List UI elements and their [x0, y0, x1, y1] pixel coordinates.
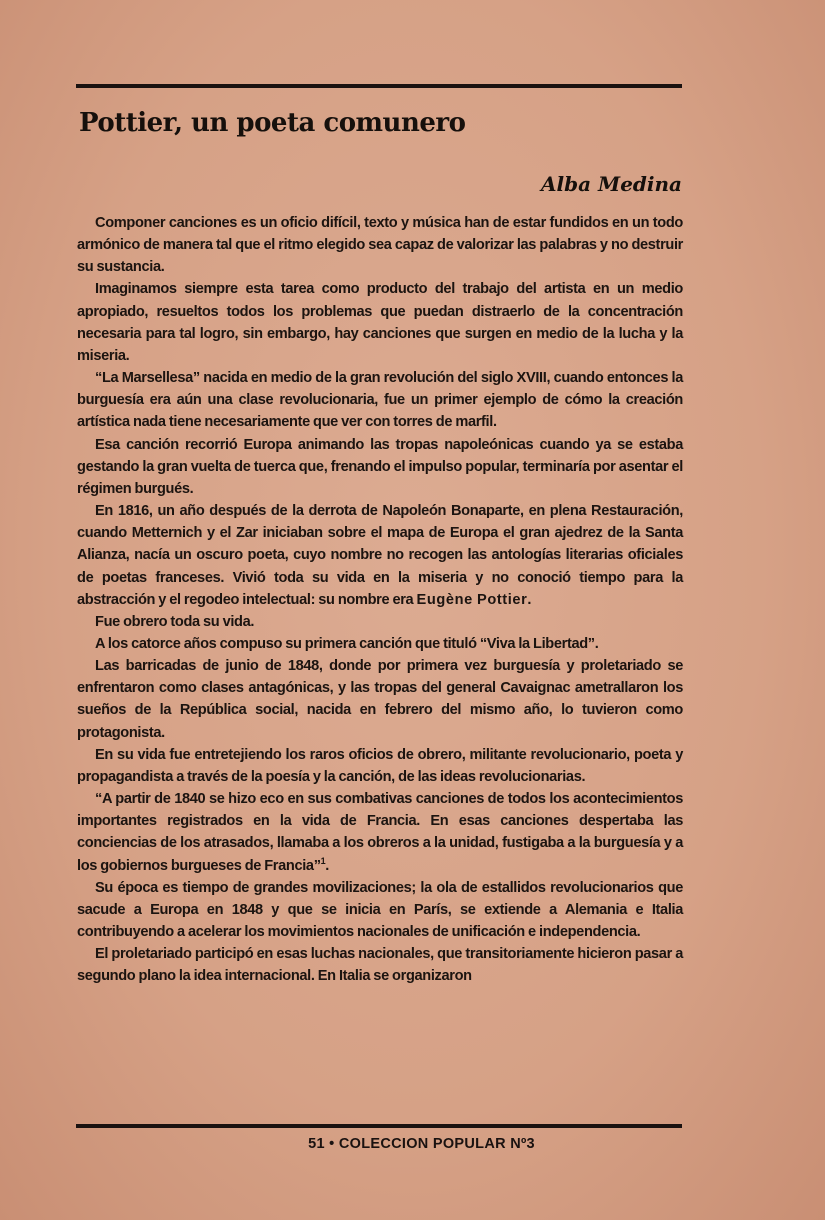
article-body [77, 212, 683, 987]
quote-text: “A partir de 1840 se hizo eco en sus combativas canciones de todos los acontecimientos importantes registrados en la vida de Francia. En esas canciones despertaba las conciencias de los atrasados, llamaba a los obreros a la unidad, fustigaba a la burguesía y a los gobiernos burgueses de Francia” [77, 791, 683, 874]
paragraph: Imaginamos siempre esta tarea como producto del trabajo del artista en un medio apropiado, resueltos todos los problemas que puedan distraerlo de la concentración necesaria para tal logro, sin embargo, hay canciones que surgen en medio de la lucha y la miseria. [77, 281, 683, 364]
footnote-marker: 1 [320, 855, 326, 866]
paragraph: El proletariado participó en esas luchas nacionales, que transitoriamente hicieron pasar a segundo plano la idea internacional. En Italia se organizaron [77, 946, 683, 985]
poet-name: Eugène Pottier [416, 591, 528, 608]
paragraph: Las barricadas de junio de 1848, donde por primera vez burguesía y proletariado se enfrentaron como clases antagónicas, y las tropas del general Cavaignac ametrallaron los sueños de la República social, nacida en febrero del mismo año, lo tuvieron como protagonista. [77, 658, 683, 741]
bottom-rule [76, 1124, 682, 1128]
paragraph: En su vida fue entretejiendo los raros oficios de obrero, militante revolucionario, poeta y propagandista a través de la poesía y la canción, de las ideas revolucionarias. [77, 746, 683, 785]
paragraph: Fue obrero toda su vida. [95, 613, 255, 630]
paragraph: Su época es tiempo de grandes movilizaciones; la ola de estallidos revolucionarios que sacude a Europa en 1848 y que se inicia en París, se extiende a Alemania e Italia contribuyendo a acelerar los movimientos nacionales de unificación e independencia. [77, 879, 683, 940]
paragraph: A los catorce años compuso su primera canción que tituló “Viva la Libertad”. [95, 635, 599, 652]
top-rule [76, 84, 682, 88]
paragraph: Componer canciones es un oficio difícil, texto y música han de estar fundidos en un todo armónico de manera tal que el ritmo elegido sea capaz de valorizar las palabras y no destruir su sustancia. [77, 215, 683, 276]
paragraph: “La Marsellesa” nacida en medio de la gran revolución del siglo XVIII, cuando entonces la burguesía era aún una clase revolucionaria, fue un primer ejemplo de cómo la creación artística nada tiene necesariamente que ver con torres de marfil. [77, 370, 683, 431]
paragraph-text: En 1816, un año después de la derrota de Napoleón Bonaparte, en plena Restauración, cuando Metternich y el Zar iniciaban sobre el mapa de Europa el gran ajedrez de la Santa Alianza, nacía un oscuro poeta, cuyo nombre no recogen las antologías literarias oficiales de poetas franceses. Vivió toda su vida en la miseria y no conoció tiempo para la abstracción y el regodeo intelectual: su nombre era [77, 503, 683, 608]
paragraph-quote [77, 788, 683, 877]
paragraph-end: . [527, 591, 532, 608]
page-footer: 51 • COLECCION POPULAR Nº3 [308, 1136, 535, 1152]
article-author: Alba Medina [541, 172, 682, 196]
paragraph-pottier [77, 500, 683, 611]
paragraph: Esa canción recorrió Europa animando las tropas napoleónicas cuando ya se estaba gestando la gran vuelta de tuerca que, frenando el impulso popular, terminaría por asentar el régimen burgués. [77, 436, 683, 497]
article-title: Pottier, un poeta comunero [79, 108, 466, 138]
quote-end: . [325, 857, 330, 874]
